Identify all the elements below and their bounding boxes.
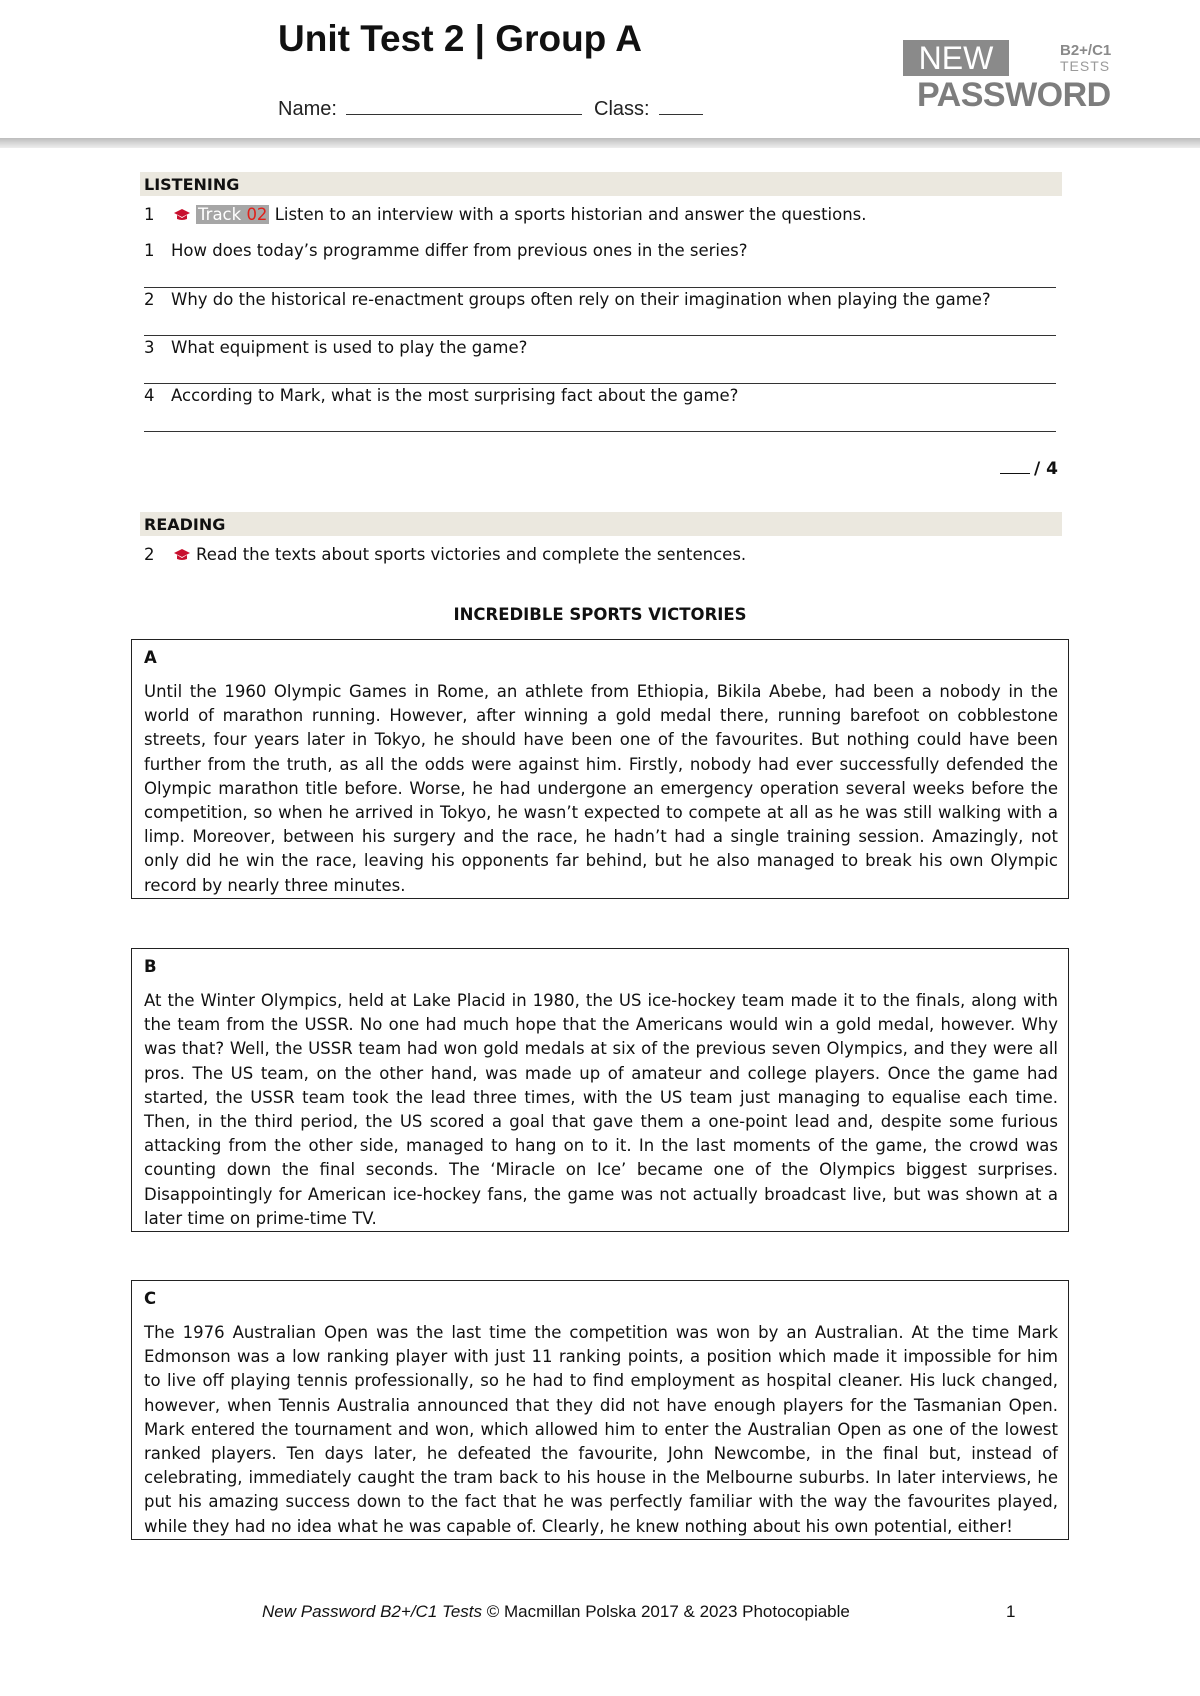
name-field[interactable] [346,96,582,115]
score-field[interactable] [1000,458,1030,474]
listening-heading: LISTENING [140,172,1062,196]
footer-title: New Password B2+/C1 Tests [262,1602,482,1621]
header-divider [0,138,1200,148]
answer-line[interactable] [144,287,1056,288]
text-body: The 1976 Australian Open was the last time the competition was won by an Australian. At the time Mark Edmonson was a low ranking player with just 11 ranking points, a position which made it impossible for him to live off playing tennis professionally, so he had to find employment as hospital cleaner. His luck changed, however, when Tennis Australia announced that they did not have enough players for the Tasmanian Open. Mark entered the tournament and won, which allowed him to enter the Australian Open as one of the lowest ranked players. Ten days later, he defeated the favourite, John Newcombe, in the final but, instead of celebrating, immediately caught the tram back to his house in the Melbourne suburbs. In later interviews, he put his amazing success down to the fact that he was perfectly familiar with the way the favourites played, while they had no idea what he was capable of. Clearly, he knew nothing about his own potential, either! [144,1323,1058,1536]
question-text: According to Mark, what is the most surprising fact about the game? [171,386,739,405]
track-label: Track [198,205,242,224]
graduation-cap-icon [174,208,190,222]
text-letter: A [144,648,157,667]
track-badge[interactable] [196,205,269,224]
question-number: 3 [144,338,155,357]
text-body: At the Winter Olympics, held at Lake Placid in 1980, the US ice-hockey team made it to the finals, along with the team from the USSR. No one had much hope that the Americans would win a gold medal, however. Why was that? Well, the USSR team had won gold medals at six of the previous seven Olympics, and they were all pros. The US team, on the other hand, was made up of amateur and college players. Once the game had started, the USSR team took the lead three times, with the US team just managing to equalise each time. Then, in the third period, the US scored a goal that gave them a one-point lead and, despite some furious attacking from the other side, managed to hang on to it. In the last moments of the game, the crowd was counting down the final seconds. The ‘Miracle on Ice’ became one of the Olympics biggest surprises. Disappointingly for American ice-hockey fans, the game was not actually broadcast live, but was shown at a later time on prime-time TV. [144,991,1058,1228]
name-class-line [278,96,703,121]
footer [262,1602,850,1622]
answer-line[interactable] [144,335,1056,336]
text-box-a [131,639,1069,899]
page-number: 1 [1006,1602,1016,1621]
class-label: Class: [594,98,650,120]
instruction-text: Read the texts about sports victories and complete the sentences. [196,545,747,564]
logo-new: NEW [903,40,1009,76]
score-total: / 4 [1034,459,1058,479]
name-label: Name: [278,98,337,120]
text-box-c [131,1280,1069,1540]
texts-title: INCREDIBLE SPORTS VICTORIES [453,605,747,624]
question-number: 4 [144,386,155,405]
question-number: 2 [144,290,155,309]
question-number: 1 [144,241,155,260]
text-body: Until the 1960 Olympic Games in Rome, an athlete from Ethiopia, Bikila Abebe, had been a nobody in the world of marathon running. However, after winning a gold medal there, running barefoot on cobblestone streets, four years later in Tokyo, he should have been one of the favourites. But nothing could have been further from the truth, as all the odds were against him. Firstly, nobody had ever successfully defended the Olympic marathon title before. Worse, he had undergone an emergency operation several weeks before the competition, so when he arrived in Tokyo, he wasn’t expected to compete at all as he was still walking with a limp. Moreover, between his surgery and the race, he hadn’t had a single training session. Amazingly, not only did he win the race, leaving his opponents far behind, but he also managed to break his own Olympic record by nearly three minutes. [144,682,1058,895]
graduation-cap-icon [174,548,190,562]
text-letter: B [144,957,157,976]
page-title: Unit Test 2 | Group A [278,18,642,59]
listening-score [1000,458,1058,479]
answer-line[interactable] [144,383,1056,384]
logo-tests: TESTS [1060,58,1111,74]
answer-line[interactable] [144,431,1056,432]
question-text: What equipment is used to play the game? [171,338,528,357]
class-field[interactable] [659,96,703,115]
instruction-text: Listen to an interview with a sports historian and answer the questions. [274,205,867,224]
question-text: Why do the historical re-enactment groups often rely on their imagination when playing the game? [171,290,991,309]
footer-copyright: © Macmillan Polska 2017 & 2023 Photocopiable [486,1602,850,1621]
task-instruction [196,205,867,224]
logo-level: B2+/C1 [1060,42,1112,59]
question-text: How does today’s programme differ from previous ones in the series? [171,241,748,260]
text-box-b [131,948,1069,1232]
reading-heading: READING [140,512,1062,536]
track-number: 02 [246,205,268,224]
task-number: 1 [144,205,155,224]
new-password-logo [903,40,1123,114]
text-letter: C [144,1289,157,1308]
logo-password: PASSWORD [917,76,1111,114]
task-number: 2 [144,545,155,564]
